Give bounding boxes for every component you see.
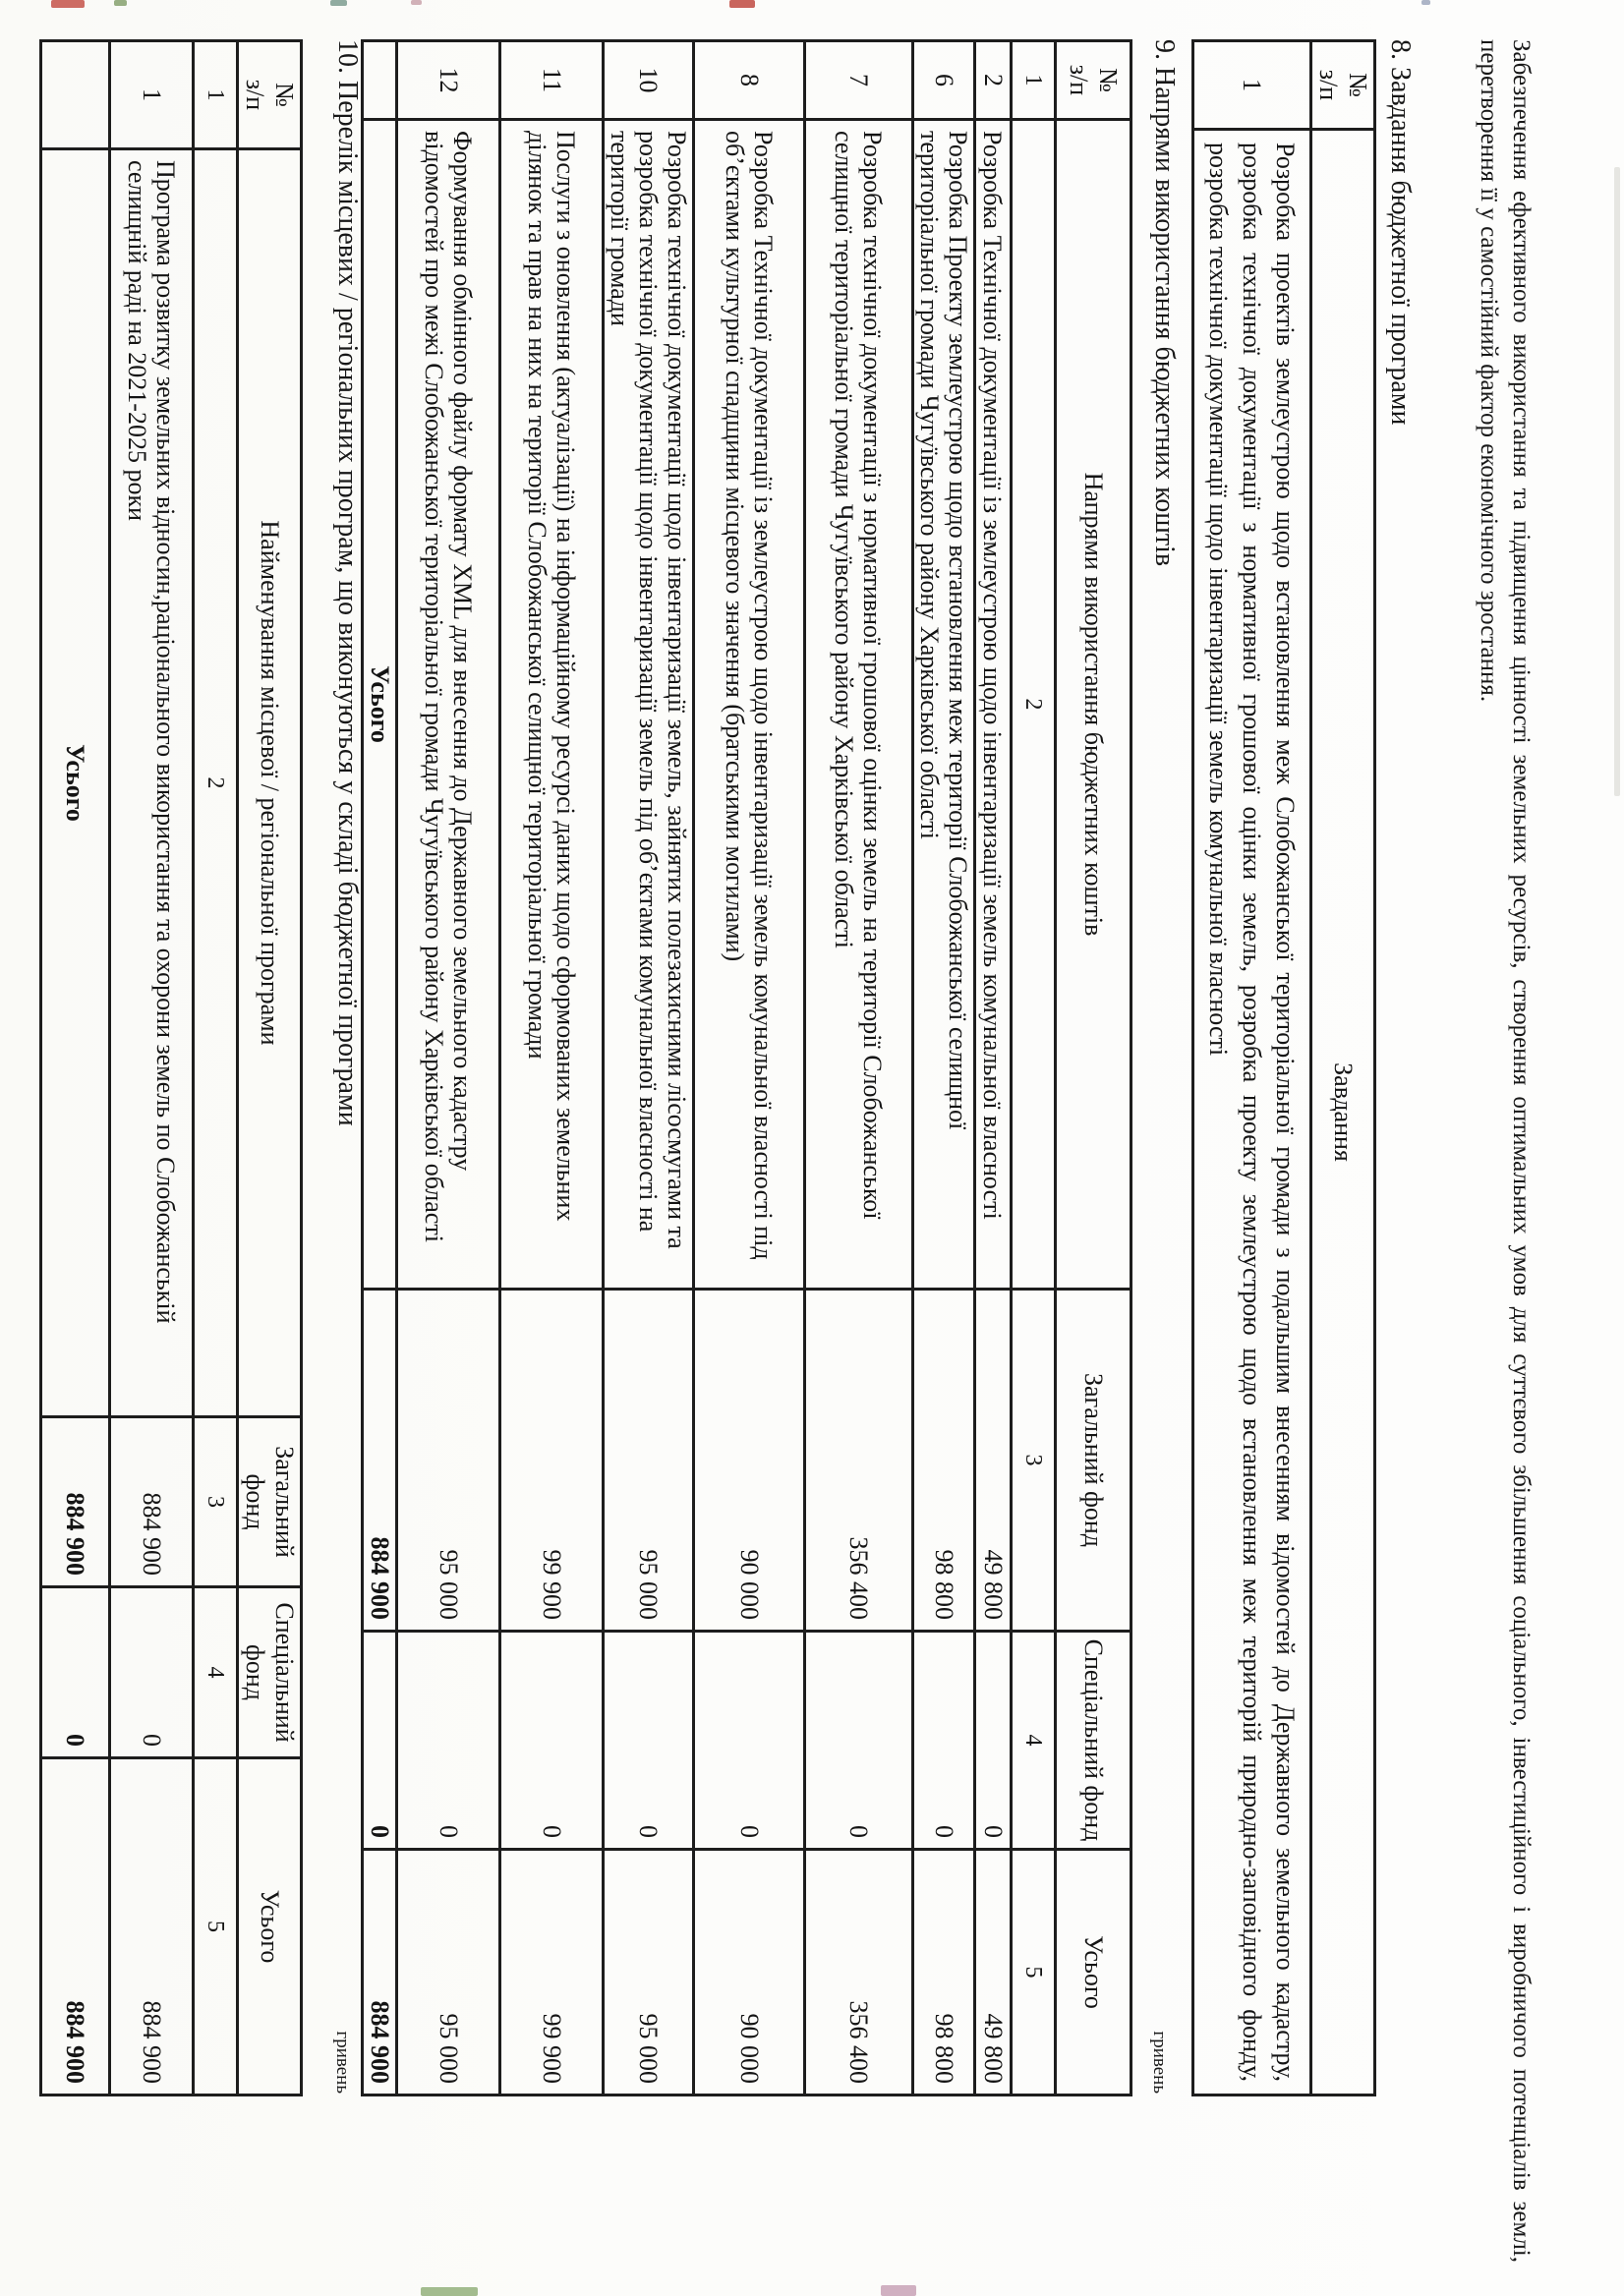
colnum-5: 5 — [194, 1758, 238, 2095]
row-num: 11 — [500, 41, 604, 120]
row-num: 1 — [110, 41, 194, 149]
num-header-line1: № — [270, 83, 299, 107]
scan-artifact — [330, 0, 347, 6]
scan-artifact — [421, 2287, 478, 2296]
row-name: Послуги з оновлення (актуалізації) на інформаційному ресурсі даних щодо сформованих земельних ділянок та прав на них на території Слобожанської селищної територіальної громади — [500, 120, 604, 1290]
row-special: 0 — [975, 1632, 1012, 1850]
row-num: 6 — [913, 41, 975, 120]
row-name: Розробка технічної документації з нормативної грошової оцінки земель на території Слобожанської селищної територіальної громади Чугуївського району Харківської області — [805, 120, 913, 1290]
row-general: 98 800 — [913, 1290, 975, 1632]
row-num: 10 — [604, 41, 694, 120]
row-name: Розробка Технічної документації із землеустрою щодо інвентаризації земель комунальної власності під об’єктами культурної спадщини місцевого значення (братськими могилами) — [694, 120, 805, 1290]
direction-row — [397, 41, 500, 2095]
total-row-total: 884 900 — [363, 1850, 397, 2095]
row-general: 49 800 — [975, 1290, 1012, 1632]
num-header-line2: з/п — [241, 79, 269, 111]
scan-artifact — [881, 2285, 916, 2296]
num-header-line2: з/п — [1314, 69, 1343, 101]
scan-artifact — [729, 0, 755, 8]
direction-row — [805, 41, 913, 2095]
row-special: 0 — [604, 1632, 694, 1850]
programs-col-header-general: Загальний фонд — [238, 1417, 302, 1587]
row-num: 8 — [694, 41, 805, 120]
tasks-col-header-num — [1311, 41, 1375, 130]
programs-col-header-special: Спеціальний фонд — [238, 1587, 302, 1758]
task-row-num: 1 — [1193, 41, 1311, 130]
colnum-1: 1 — [194, 41, 238, 149]
row-total: 49 800 — [975, 1850, 1012, 2095]
colnum-3: 3 — [1012, 1290, 1056, 1632]
colnum-2: 2 — [1012, 120, 1056, 1290]
programs-col-header-name: Найменування місцевої / регіональної програми — [238, 149, 302, 1417]
direction-row — [604, 41, 694, 2095]
task-row-text: Розробка проектів землеустрою щодо встановлення меж Слобожанської територіальної громади з подальшим внесенням відомостей до Державного земельного кадастру, розробка технічної документації з нормативної грошової оцінки земель, розробка проекту землеустрою щодо встановлення меж територій природно-заповідного фонду, розробка технічної документації щодо інвентаризації земель комунальної власності — [1193, 130, 1311, 2095]
total-row-special: 0 — [41, 1587, 110, 1758]
row-general: 356 400 — [805, 1290, 913, 1632]
tasks-table — [1191, 39, 1376, 2096]
scan-artifact — [51, 0, 85, 8]
row-name: Розробка Проекту землеустрою щодо встановлення меж території Слобожанської селищної територіальної громади Чугуївського району Харківської області — [913, 120, 975, 1290]
total-row-label: Усього — [363, 120, 397, 1290]
direction-row — [694, 41, 805, 2095]
directions-col-header-special: Спеціальний фонд — [1056, 1632, 1131, 1850]
direction-row — [975, 41, 1012, 2095]
colnum-4: 4 — [194, 1587, 238, 1758]
directions-total-row — [363, 41, 397, 2095]
section10-currency-note: гривень — [332, 2031, 353, 2094]
tasks-table-row — [1193, 41, 1311, 2095]
total-row-general: 884 900 — [363, 1290, 397, 1632]
total-row-special: 0 — [363, 1632, 397, 1850]
row-general: 99 900 — [500, 1290, 604, 1632]
row-total: 95 000 — [604, 1850, 694, 2095]
programs-total-row — [41, 41, 110, 2095]
directions-table — [361, 39, 1132, 2096]
total-row-general: 884 900 — [41, 1417, 110, 1587]
programs-table — [39, 39, 303, 2096]
directions-header-row — [1056, 41, 1131, 2095]
num-header-line1: № — [1094, 68, 1123, 92]
colnum-4: 4 — [1012, 1632, 1056, 1850]
num-header-line2: з/п — [1065, 64, 1093, 96]
row-special: 0 — [110, 1587, 194, 1758]
program-row — [110, 41, 194, 2095]
total-row-blank — [41, 41, 110, 149]
section10-heading-row — [331, 39, 363, 2094]
row-total: 98 800 — [913, 1850, 975, 2095]
programs-header-row — [238, 41, 302, 2095]
row-general: 95 000 — [397, 1290, 500, 1632]
row-special: 0 — [913, 1632, 975, 1850]
row-total: 99 900 — [500, 1850, 604, 2095]
program-goal-paragraph: Забезпечення ефективного використання та підвищення цінності земельних ресурсів, створення оптимальних умов для суттєвого збільшення соціального, інвестиційного і виробничого потенціалів землі, перетворення її у самостійний фактор економічного зростання. — [1476, 39, 1535, 2263]
row-name: Програма розвитку земельних відносин,раціонального використання та охорони земель по Слобожанській селищній раді на 2021-2025 роки — [110, 149, 194, 1417]
row-num: 7 — [805, 41, 913, 120]
programs-colnum-row — [194, 41, 238, 2095]
direction-row — [500, 41, 604, 2095]
num-header-line1: № — [1344, 73, 1372, 97]
total-row-label: Усього — [41, 149, 110, 1417]
row-general: 95 000 — [604, 1290, 694, 1632]
row-special: 0 — [805, 1632, 913, 1850]
directions-col-header-total: Усього — [1056, 1850, 1131, 2095]
tasks-table-header-row — [1311, 41, 1375, 2095]
section8-heading: 8. Завдання бюджетної програми — [1385, 39, 1416, 426]
directions-colnum-row — [1012, 41, 1056, 2095]
directions-col-header-name: Напрями використання бюджетних коштів — [1056, 120, 1131, 1290]
row-special: 0 — [694, 1632, 805, 1850]
scan-artifact — [1614, 167, 1620, 796]
section10-heading: 10. Перелік місцевих / регіональних програм, що виконуються у складі бюджетної програми — [332, 39, 363, 1126]
scan-artifact — [411, 0, 422, 5]
row-special: 0 — [397, 1632, 500, 1850]
section9-currency-note: гривень — [1149, 2031, 1170, 2094]
row-general: 884 900 — [110, 1417, 194, 1587]
directions-col-header-num — [1056, 41, 1131, 120]
row-num: 12 — [397, 41, 500, 120]
row-total: 90 000 — [694, 1850, 805, 2095]
total-row-blank — [363, 41, 397, 120]
tasks-col-header-task: Завдання — [1311, 130, 1375, 2095]
total-row-total: 884 900 — [41, 1758, 110, 2095]
directions-col-header-general: Загальний фонд — [1056, 1290, 1131, 1632]
row-name: Розробка технічної документації щодо інвентаризації земель, зайнятих полезахисними лісосмугами та розробка технічної документації щодо інвентаризації земель під об’єктами комунальної власності на території громади — [604, 120, 694, 1290]
section9-heading-row — [1148, 39, 1180, 2094]
row-name: Формування обмінного файлу формату XML для внесення до Державного земельного кадастру відомостей про межі Слобожанської територіальної громади Чугуївського району Харківської області — [397, 120, 500, 1290]
row-general: 90 000 — [694, 1290, 805, 1632]
colnum-2: 2 — [194, 149, 238, 1417]
row-total: 95 000 — [397, 1850, 500, 2095]
direction-row — [913, 41, 975, 2095]
programs-col-header-total: Усього — [238, 1758, 302, 2095]
colnum-1: 1 — [1012, 41, 1056, 120]
row-total: 884 900 — [110, 1758, 194, 2095]
row-special: 0 — [500, 1632, 604, 1850]
section9-heading: 9. Напрями використання бюджетних коштів — [1149, 39, 1180, 567]
row-num: 2 — [975, 41, 1012, 120]
row-total: 356 400 — [805, 1850, 913, 2095]
programs-col-header-num — [238, 41, 302, 149]
row-name: Розробка Технічної документації із землеустрою щодо інвентаризації земель комунальної власності — [975, 120, 1012, 1290]
scan-artifact — [1421, 0, 1430, 5]
colnum-3: 3 — [194, 1417, 238, 1587]
colnum-5: 5 — [1012, 1850, 1056, 2095]
scan-artifact — [114, 0, 127, 6]
